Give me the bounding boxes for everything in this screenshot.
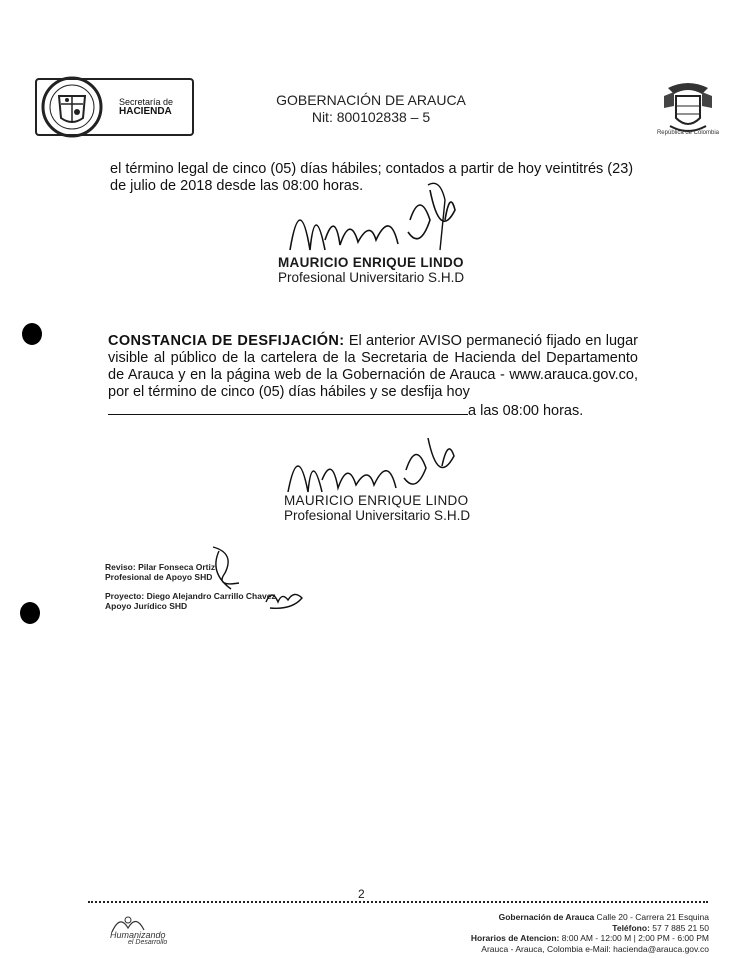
paragraph-term: el término legal de cinco (05) días hábiles; contados a partir de hoy veintitrés (23) de julio de 2018 desde las 08:00 horas. [110,161,634,194]
signature-2-scribble-icon [282,430,472,500]
constancia-heading: CONSTANCIA DE DESFIJACIÓN: [108,333,345,349]
secretaria-hacienda-seal [35,78,194,136]
reviso-line2: Profesional de Apoyo SHD [105,571,213,582]
signature-block-1 [278,255,478,285]
punch-hole-1 [22,323,42,345]
page-title: GOBERNACIÓN DE ARAUCA [276,92,466,108]
signer-1-name: MAURICIO ENRIQUE LINDO [278,255,464,270]
proyecto-line1: Proyecto: Diego Alejandro Carrillo Chavez [105,591,276,601]
footer-address: Calle 20 - Carrera 21 Esquina [594,912,709,922]
footer-contact [471,912,709,954]
footer-phone-label: Teléfono: [612,922,650,933]
date-blank-line [108,401,468,415]
footer-phone: 57 7 885 21 50 [649,922,709,933]
footer-org: Gobernación de Arauca [498,912,595,922]
hacienda-seal-emblem-icon [41,74,103,140]
footer-hours-label: Horarios de Atencion: [470,933,560,943]
nit-number: Nit: 800102838 – 5 [311,109,431,125]
seal-label-line2: HACIENDA [119,106,172,117]
footer-divider [88,901,708,903]
shield-caption: República de Colombia [656,130,720,136]
proyecto-note [105,592,276,611]
proyecto-initials-icon [262,586,308,614]
signer-1-role: Profesional Universitario S.H.D [278,270,465,285]
constancia-text: El anterior AVISO permaneció fijado en lugar visible al público de la cartelera de la Secretaria de Hacienda del Departamento de Arauca y en la página web de la Gobernación de Arauca - www.arauca.gov.co, por el término de cinco (05) días hábiles y se desfija hoy [108,333,638,400]
humanizando-logo [104,912,194,950]
seal-label [119,98,173,116]
constancia-end: a las 08:00 horas. [468,403,584,419]
seal-label-line1: Secretaría de [119,97,174,107]
header-title-block [240,92,502,126]
footer-location-email: Arauca - Arauca, Colombia e-Mail: hacienda@arauca.gov.co [481,943,709,954]
signature-block-2 [284,493,484,523]
signer-2-name: MAURICIO ENRIQUE LINDO [284,493,469,508]
logo-text-1: Humanizando [110,930,166,940]
footer-hours: 8:00 AM - 12:00 M | 2:00 PM - 6:00 PM [559,933,709,943]
signature-1-scribble-icon [280,180,480,260]
punch-hole-2 [20,602,40,624]
signer-2-role: Profesional Universitario S.H.D [284,508,471,523]
reviso-note [105,563,215,582]
reviso-line1: Reviso: Pilar Fonseca Ortiz [105,562,216,572]
page-number: 2 [358,887,365,901]
reviso-initials-icon [205,543,245,591]
proyecto-line2: Apoyo Jurídico SHD [105,600,188,611]
logo-text-2: el Desarrollo [128,939,168,946]
constancia-paragraph [108,333,638,420]
